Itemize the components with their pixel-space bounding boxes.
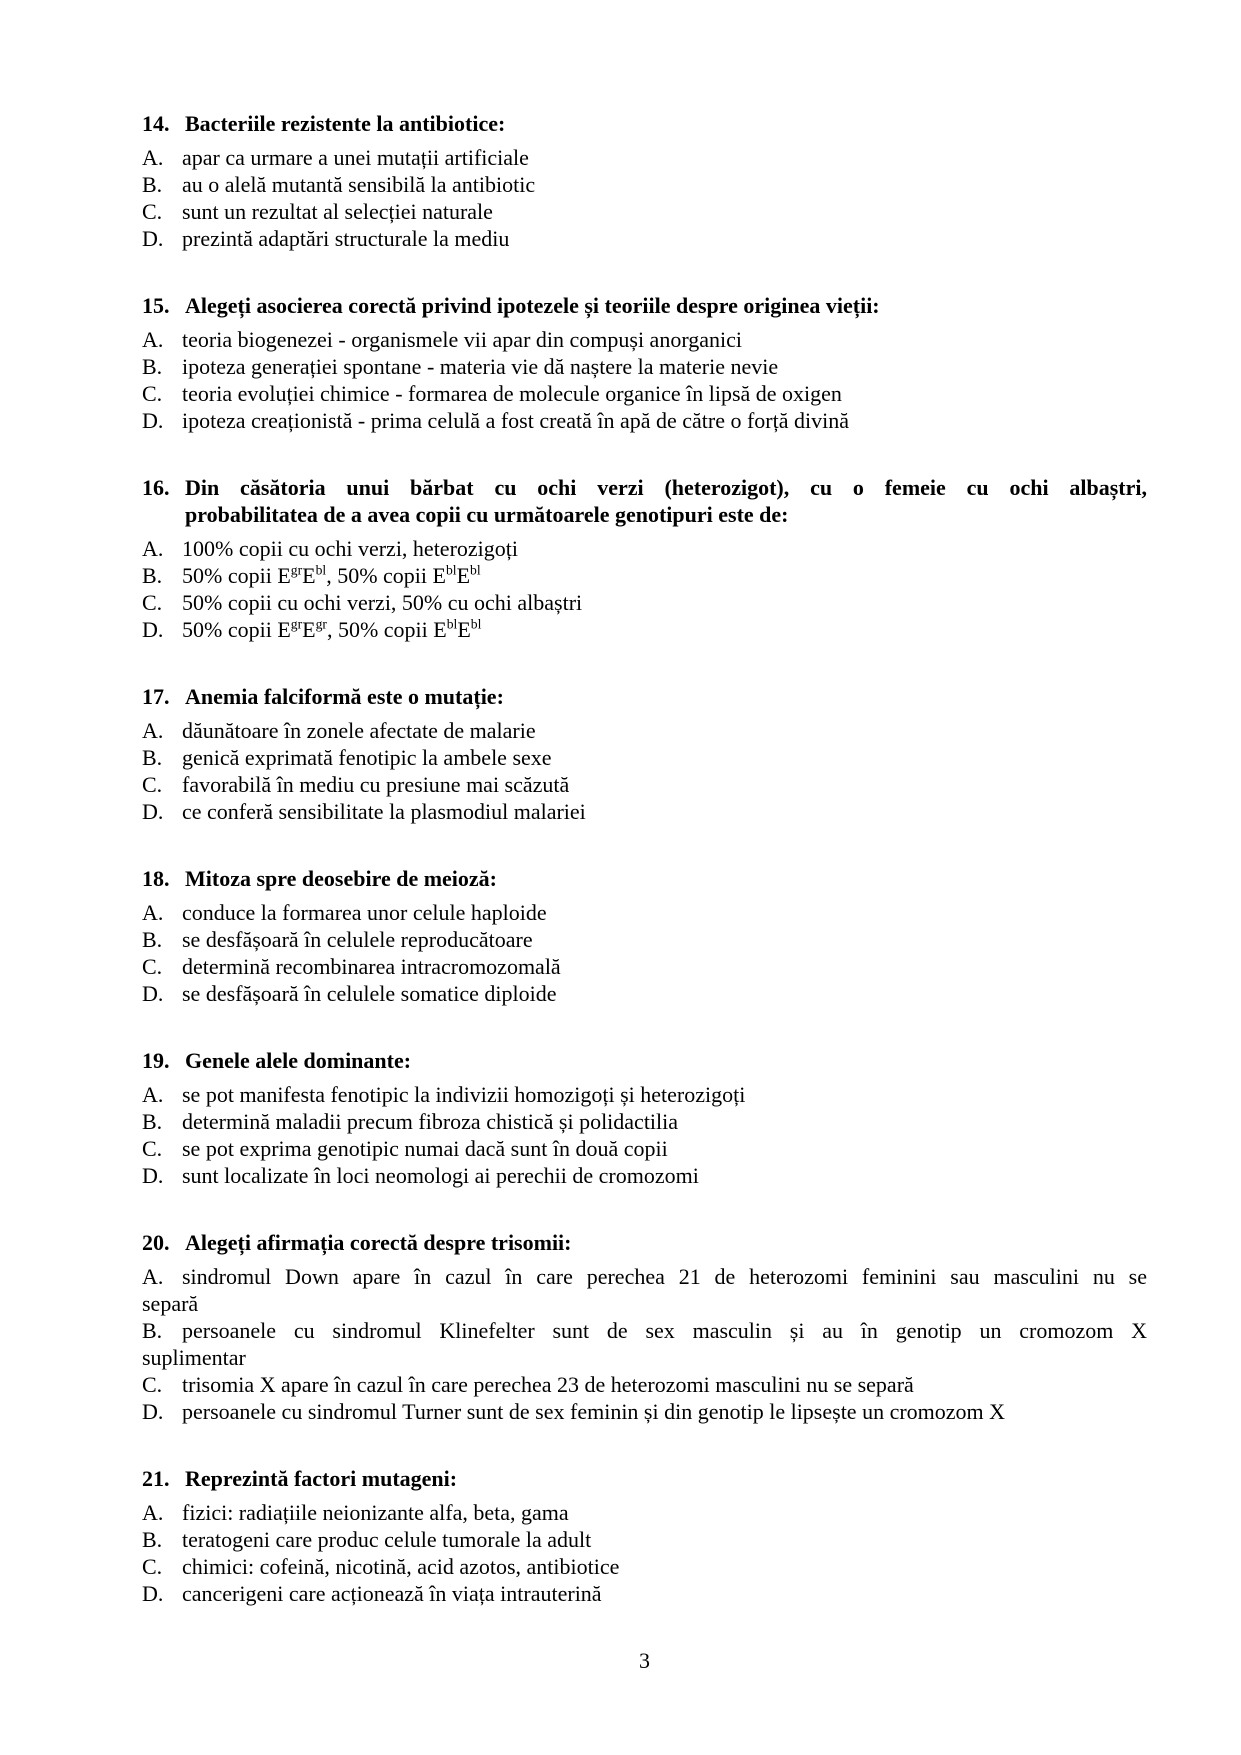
option-letter: B. [142, 563, 163, 588]
option-letter: D. [142, 981, 164, 1006]
option-text: se pot manifesta fenotipic la indivizii homozigoți și heterozigoți [182, 1082, 746, 1107]
option-text: persoanele cu sindromul Klinefelter sunt de sex masculin și au în genotip un cromozom X [182, 1318, 1147, 1343]
option-text: sunt localizate în loci neomologi ai perechii de cromozomi [182, 1163, 699, 1188]
option-line [142, 953, 1147, 980]
question-title-text: Bacteriile rezistente la antibiotice: [185, 111, 506, 136]
option-line [142, 407, 1147, 434]
option-letter: A. [142, 145, 164, 170]
option-text: 50% copii cu ochi verzi, 50% cu ochi albaștri [182, 590, 583, 615]
answer-option [142, 1317, 1147, 1371]
question-title-line [142, 865, 1147, 892]
question-block [142, 1229, 1147, 1425]
option-letter: B. [142, 1109, 163, 1134]
superscript-allele: gr [290, 616, 303, 632]
answer-option [142, 562, 1147, 589]
option-line [142, 980, 1147, 1007]
option-letter: D. [142, 1163, 164, 1188]
option-line [142, 1526, 1147, 1553]
option-line [142, 225, 1147, 252]
answer-option [142, 353, 1147, 380]
question-title [142, 1047, 1147, 1074]
option-line [142, 1162, 1147, 1189]
answer-option [142, 225, 1147, 252]
option-line [142, 798, 1147, 825]
question-title-line [142, 110, 1147, 137]
superscript-allele: gr [290, 562, 303, 578]
question-number: 20. [142, 1230, 170, 1255]
question-title-text: Alegeți afirmația corectă despre trisomii: [185, 1230, 572, 1255]
option-letter: B. [142, 745, 163, 770]
question-title [142, 1229, 1147, 1256]
question-title-text: Genele alele dominante: [185, 1048, 412, 1073]
option-line [142, 589, 1147, 616]
answer-option [142, 798, 1147, 825]
option-letter: B. [142, 354, 163, 379]
question-title-text: probabilitatea de a avea copii cu următoarele genotipuri este de: [185, 502, 789, 527]
question-title-text: Mitoza spre deosebire de meioză: [185, 866, 497, 891]
superscript-allele: bl [445, 562, 457, 578]
option-text: separă [142, 1291, 199, 1316]
option-line [142, 1553, 1147, 1580]
answer-option [142, 717, 1147, 744]
option-letter: B. [142, 1527, 163, 1552]
answer-option [142, 1526, 1147, 1553]
option-text: conduce la formarea unor celule haploide [182, 900, 547, 925]
option-text: se desfășoară în celulele somatice diploide [182, 981, 557, 1006]
question-block [142, 474, 1147, 643]
option-line [142, 171, 1147, 198]
option-text: suplimentar [142, 1345, 246, 1370]
superscript-allele: bl [446, 616, 458, 632]
option-letter: D. [142, 1581, 164, 1606]
option-line [142, 1398, 1147, 1425]
option-text: trisomia X apare în cazul în care perechea 23 de heterozomi masculini nu se separă [182, 1372, 914, 1397]
option-line [142, 1290, 1147, 1317]
option-line [142, 535, 1147, 562]
option-line [142, 198, 1147, 225]
question-title-text: Alegeți asocierea corectă privind ipotezele și teoriile despre originea vieții: [185, 293, 880, 318]
answer-option [142, 407, 1147, 434]
option-letter: D. [142, 226, 164, 251]
option-line [142, 1371, 1147, 1398]
answer-option [142, 171, 1147, 198]
option-text: sindromul Down apare în cazul în care perechea 21 de heterozomi feminini sau masculini nu se [182, 1264, 1147, 1289]
question-block [142, 1047, 1147, 1189]
option-letter: C. [142, 381, 163, 406]
option-line [142, 326, 1147, 353]
answer-option [142, 1108, 1147, 1135]
option-letter: A. [142, 718, 164, 743]
option-text: favorabilă în mediu cu presiune mai scăzută [182, 772, 570, 797]
option-letter: A. [142, 1082, 164, 1107]
superscript-allele: bl [470, 562, 481, 578]
question-title-line [142, 1047, 1147, 1074]
answer-option [142, 980, 1147, 1007]
answer-option [142, 1162, 1147, 1189]
question-title [142, 1465, 1147, 1492]
option-text: ipoteza creaționistă - prima celulă a fost creată în apă de către o forță divină [182, 408, 849, 433]
option-letter: C. [142, 1372, 163, 1397]
option-letter: B. [142, 1318, 163, 1343]
question-block [142, 110, 1147, 252]
option-text: apar ca urmare a unei mutații artificiale [182, 145, 529, 170]
option-letter: C. [142, 954, 163, 979]
option-line [142, 616, 1147, 643]
option-text: sunt un rezultat al selecției naturale [182, 199, 493, 224]
option-text: prezintă adaptări structurale la mediu [182, 226, 510, 251]
answer-option [142, 1580, 1147, 1607]
question-list [142, 110, 1147, 1607]
option-text: fizici: radiațiile neionizante alfa, beta, gama [182, 1500, 569, 1525]
option-text: chimici: cofeină, nicotină, acid azotos, antibiotice [182, 1554, 620, 1579]
question-title-text: Din căsătoria unui bărbat cu ochi verzi (heterozigot), cu o femeie cu ochi albaștri, [185, 475, 1147, 500]
option-letter: A. [142, 1264, 164, 1289]
option-line [142, 1135, 1147, 1162]
option-line [142, 1580, 1147, 1607]
answer-option [142, 771, 1147, 798]
answer-option [142, 380, 1147, 407]
option-text: ce conferă sensibilitate la plasmodiul malariei [182, 799, 586, 824]
option-text: 100% copii cu ochi verzi, heterozigoți [182, 536, 518, 561]
option-text: au o alelă mutantă sensibilă la antibiotic [182, 172, 536, 197]
option-text: se pot exprima genotipic numai dacă sunt în două copii [182, 1136, 668, 1161]
superscript-allele: bl [315, 562, 327, 578]
question-title [142, 110, 1147, 137]
answer-option [142, 1263, 1147, 1317]
question-title-line [142, 683, 1147, 710]
option-letter: D. [142, 1399, 164, 1424]
option-letter: D. [142, 617, 164, 642]
option-line [142, 144, 1147, 171]
question-number: 16. [142, 475, 170, 500]
option-text: ipoteza generației spontane - materia vie dă naștere la materie nevie [182, 354, 779, 379]
option-text: 50% copii $E^{gr}E^{gr}$, 50% copii $E^{bl}E^{bl}$ [182, 616, 482, 642]
option-text: genică exprimată fenotipic la ambele sexe [182, 745, 552, 770]
answer-option [142, 926, 1147, 953]
answer-option [142, 953, 1147, 980]
answer-option [142, 198, 1147, 225]
option-line [142, 562, 1147, 589]
option-letter: A. [142, 900, 164, 925]
question-number: 14. [142, 111, 170, 136]
answer-option [142, 535, 1147, 562]
question-block [142, 1465, 1147, 1607]
question-title [142, 474, 1147, 528]
option-letter: C. [142, 590, 163, 615]
page-number: 3 [639, 1648, 650, 1673]
option-letter: A. [142, 536, 164, 561]
answer-option [142, 1371, 1147, 1398]
option-line [142, 1081, 1147, 1108]
question-block [142, 683, 1147, 825]
superscript-allele: gr [315, 616, 327, 632]
question-title-text: Reprezintă factori mutageni: [185, 1466, 458, 1491]
answer-option [142, 1398, 1147, 1425]
option-line [142, 1317, 1147, 1344]
option-text: determină recombinarea intracromozomală [182, 954, 561, 979]
option-text: determină maladii precum fibroza chistică și polidactilia [182, 1109, 679, 1134]
option-letter: A. [142, 1500, 164, 1525]
option-letter: C. [142, 199, 163, 224]
answer-option [142, 616, 1147, 643]
answer-option [142, 744, 1147, 771]
option-text: persoanele cu sindromul Turner sunt de sex feminin și din genotip le lipsește un cromozom X [182, 1399, 1006, 1424]
option-text: teoria evoluției chimice - formarea de molecule organice în lipsă de oxigen [182, 381, 842, 406]
question-title-line [142, 1465, 1147, 1492]
answer-option [142, 589, 1147, 616]
option-text: dăunătoare în zonele afectate de malarie [182, 718, 536, 743]
option-letter: D. [142, 799, 164, 824]
option-text: 50% copii $E^{gr}E^{bl}$, 50% copii $E^{bl}E^{bl}$ [182, 562, 481, 588]
option-letter: A. [142, 327, 164, 352]
option-letter: B. [142, 927, 163, 952]
question-number: 17. [142, 684, 170, 709]
option-line [142, 926, 1147, 953]
answer-option [142, 1081, 1147, 1108]
option-line [142, 1263, 1147, 1290]
option-text: teratogeni care produc celule tumorale la adult [182, 1527, 592, 1552]
option-letter: C. [142, 1554, 163, 1579]
option-letter: D. [142, 408, 164, 433]
question-title-line [142, 474, 1147, 501]
option-line [142, 1344, 1147, 1371]
answer-option [142, 899, 1147, 926]
question-title [142, 292, 1147, 319]
question-title [142, 683, 1147, 710]
option-line [142, 771, 1147, 798]
option-line [142, 353, 1147, 380]
option-line [142, 744, 1147, 771]
question-title-line [142, 501, 1147, 528]
option-line [142, 717, 1147, 744]
answer-option [142, 144, 1147, 171]
option-text: cancerigeni care acționează în viața intrauterină [182, 1581, 602, 1606]
answer-option [142, 1499, 1147, 1526]
answer-option [142, 1553, 1147, 1580]
option-text: teoria biogenezei - organismele vii apar din compuși anorganici [182, 327, 743, 352]
option-text: se desfășoară în celulele reproducătoare [182, 927, 533, 952]
question-number: 21. [142, 1466, 170, 1491]
superscript-allele: bl [470, 616, 482, 632]
answer-option [142, 326, 1147, 353]
question-number: 15. [142, 293, 170, 318]
question-block [142, 865, 1147, 1007]
answer-option [142, 1135, 1147, 1162]
option-line [142, 1108, 1147, 1135]
option-line [142, 1499, 1147, 1526]
question-title-text: Anemia falciformă este o mutație: [185, 684, 504, 709]
option-line [142, 899, 1147, 926]
question-title-line [142, 1229, 1147, 1256]
question-block [142, 292, 1147, 434]
question-number: 18. [142, 866, 170, 891]
question-title-line [142, 292, 1147, 319]
option-line [142, 380, 1147, 407]
option-letter: B. [142, 172, 163, 197]
option-letter: C. [142, 1136, 163, 1161]
question-number: 19. [142, 1048, 170, 1073]
question-title [142, 865, 1147, 892]
option-letter: C. [142, 772, 163, 797]
